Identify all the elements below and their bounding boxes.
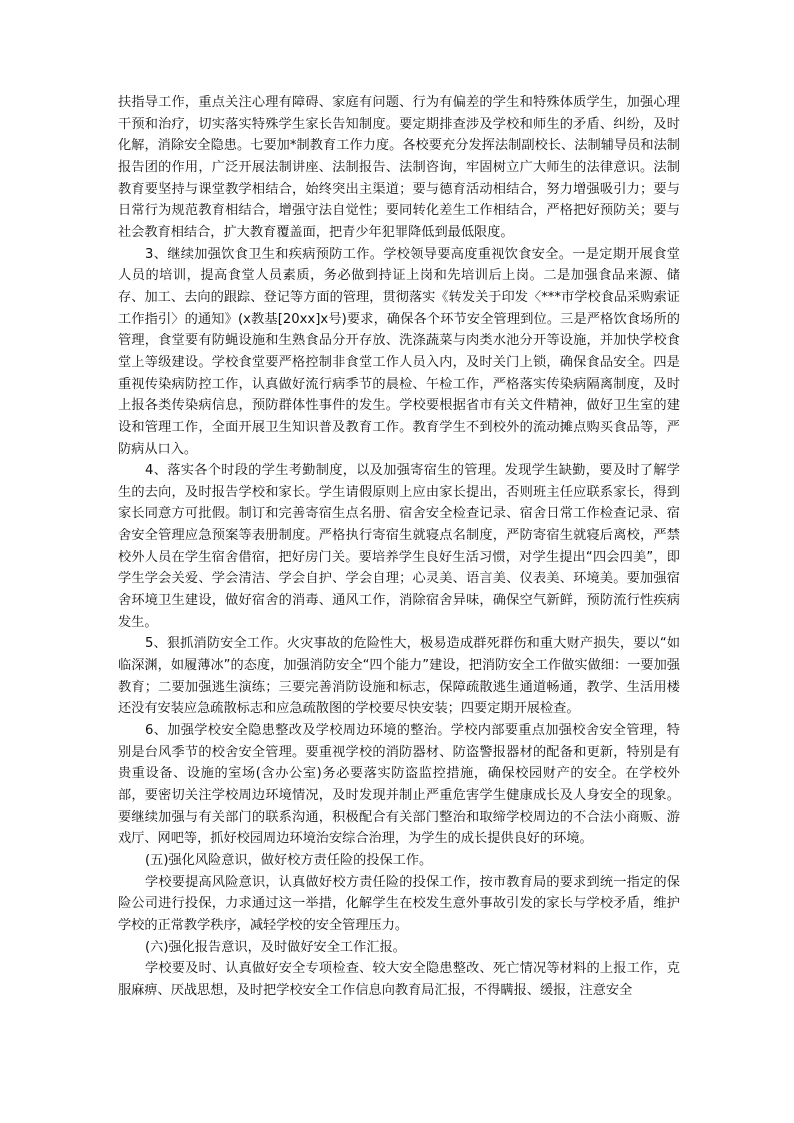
paragraph-fire-safety: 5、狠抓消防安全工作。火灾事故的危险性大，极易造成群死群伤和重大财产损失，要以“如临深渊，如履薄冰”的态度，加强消防安全“四个能力”建设，把消防安全工作做实做细：一要加强教育；二要加强逃生演练；三要完善消防设施和标志，保障疏散逃生通道畅通，教学、生活用楼还没有安装应急疏散标志和应急疏散图的学校要尽快安装；四要定期开展检查。 bbox=[118, 636, 680, 717]
paragraph-campus-environment: 6、加强学校安全隐患整改及学校周边环境的整治。学校内部要重点加强校舍安全管理，特别是台风季节的校舍安全管理。要重视学校的消防器材、防盗警报器材的配备和更新，特别是有贵重设备、设施的室场(含办公室)务必要落实防盗监控措施，确保校园财产的安全。在学校外部，要密切关注学校周边环境情况，及时发现并制止严重危害学生健康成长及人身安全的现象。要继续加强与有关部门的联系沟通，积极配合有关部门整治和取缔学校周边的不合法小商贩、游戏厅、网吧等，抓好校园周边环境治安综合治理，为学生的成长提供良好的环境。 bbox=[118, 723, 680, 847]
section-heading-reporting: (六)强化报告意识，及时做好安全工作汇报。 bbox=[145, 939, 406, 955]
section-heading-risk-awareness: (五)强化风险意识，做好校方责任险的投保工作。 bbox=[145, 852, 433, 868]
document-page bbox=[118, 92, 680, 1002]
paragraph-reporting: 学校要及时、认真做好安全专项检查、较大安全隐患整改、死亡情况等材料的上报工作，克服麻痹、厌战思想，及时把学校安全工作信息向教育局汇报，不得瞒报、缓报，注意安全 bbox=[118, 961, 680, 998]
paragraph-attendance-boarding: 4、落实各个时段的学生考勤制度，以及加强寄宿生的管理。发现学生缺勤，要及时了解学生的去向，及时报告学校和家长。学生请假原则上应由家长提出，否则班主任应联系家长，得到家长同意方可批假。制订和完善寄宿生点名册、宿舍安全检查记录、宿舍日常工作检查记录、宿舍安全管理应急预案等表册制度。严格执行寄宿生就寝点名制度，严防寄宿生就寝后离校，严禁校外人员在学生宿舍借宿，把好房门关。要培养学生良好生活习惯，对学生提出“四会四美”，即学生学会关爱、学会清洁、学会自护、学会自理；心灵美、语言美、仪表美、环境美。要加强宿舍环境卫生建设，做好宿舍的消毒、通风工作，消除宿舍异味，确保空气新鲜，预防流行性疾病发生。 bbox=[118, 463, 680, 630]
paragraph-continuation: 扶指导工作，重点关注心理有障碍、家庭有问题、行为有偏差的学生和特殊体质学生，加强心理干预和治疗，切实落实特殊学生家长告知制度。要定期排查涉及学校和师生的矛盾、纠纷，及时化解，消除安全隐患。七要加*制教育工作力度。各校要充分发挥法制副校长、法制辅导员和法制报告团的作用，广泛开展法制讲座、法制报告、法制咨询，牢固树立广大师生的法律意识。法制教育要坚持与课堂教学相结合，始终突出主渠道；要与德育活动相结合，努力增强吸引力；要与日常行为规范教育相结合，增强守法自觉性；要同转化差生工作相结合，严格把好预防关；要与社会教育相结合，扩大教育覆盖面，把青少年犯罪降低到最低限度。 bbox=[118, 95, 680, 240]
paragraph-food-hygiene: 3、继续加强饮食卫生和疾病预防工作。学校领导要高度重视饮食安全。一是定期开展食堂人员的培训，提高食堂人员素质，务必做到持证上岗和先培训后上岗。二是加强食品来源、储存、加工、去向的跟踪、登记等方面的管理，贯彻落实《转发关于印发〈***市学校食品采购索证工作指引〉的通知》(x教基[20xx]x号)要求，确保各个环节安全管理到位。三是严格饮食场所的管理，食堂要有防蝇设施和生熟食品分开存放、洗涤蔬菜与肉类水池分开等设施，并加快学校食堂上等级建设。学校食堂要严格控制非食堂工作人员入内，及时关门上锁，确保食品安全。四是重视传染病防控工作，认真做好流行病季节的晨检、午检工作，严格落实传染病隔离制度，及时上报各类传染病信息，预防群体性事件的发生。学校要根据省市有关文件精神，做好卫生室的建设和管理工作，全面开展卫生知识普及教育工作。教育学生不到校外的流动摊点购买食品等，严防病从口入。 bbox=[118, 246, 680, 457]
paragraph-insurance: 学校要提高风险意识，认真做好校方责任险的投保工作，按市教育局的要求到统一指定的保险公司进行投保，力求通过这一举措，化解学生在校发生意外事故引发的家长与学校矛盾，维护学校的正常教学秩序，减轻学校的安全管理压力。 bbox=[118, 874, 680, 933]
